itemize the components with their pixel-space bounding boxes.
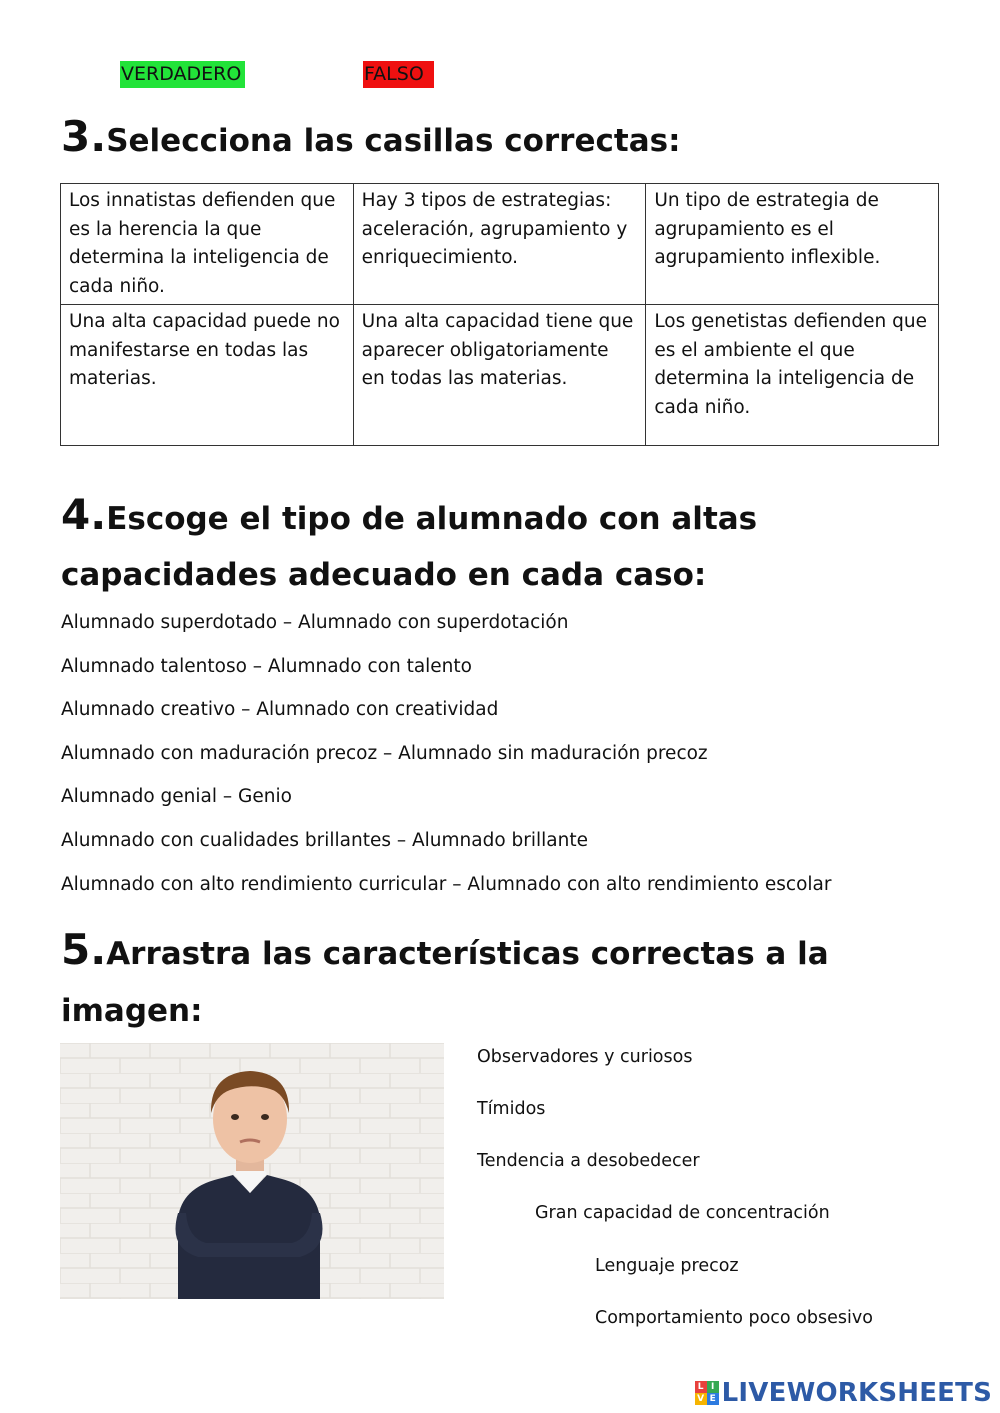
section-4-heading	[61, 488, 941, 604]
logo-letter: L	[695, 1381, 707, 1393]
true-false-table	[60, 183, 939, 446]
trait-option[interactable]: Tímidos	[477, 1099, 546, 1119]
trait-option[interactable]: Comportamiento poco obsesivo	[595, 1308, 873, 1328]
trait-option[interactable]: Observadores y curiosos	[477, 1047, 693, 1067]
list-item[interactable]: Alumnado talentoso – Alumnado con talento	[61, 655, 472, 677]
statement-cell[interactable]: Los genetistas defienden que es el ambiente el que determina la inteligencia de cada niño.	[646, 305, 939, 446]
boy-photo[interactable]	[60, 1043, 444, 1299]
liveworksheets-brand	[695, 1376, 992, 1410]
statement-cell[interactable]: Una alta capacidad tiene que aparecer obligatoriamente en todas las materias.	[353, 305, 646, 446]
section-3-number: 3.	[61, 112, 107, 161]
section-5-title: Arrastra las características correctas a la imagen:	[61, 936, 829, 1029]
table-row	[61, 305, 939, 446]
list-item[interactable]: Alumnado con alto rendimiento curricular – Alumnado con alto rendimiento escolar	[61, 873, 832, 895]
logo-letter: V	[695, 1393, 707, 1405]
statement-cell[interactable]: Un tipo de estrategia de agrupamiento es el agrupamiento inflexible.	[646, 184, 939, 305]
liveworksheets-logo-icon	[695, 1381, 719, 1405]
student-type-list	[61, 608, 831, 913]
logo-letter: I	[707, 1381, 719, 1393]
list-item[interactable]: Alumnado superdotado – Alumnado con superdotación	[61, 612, 569, 633]
list-item[interactable]: Alumnado creativo – Alumnado con creatividad	[61, 699, 499, 721]
trait-option[interactable]: Gran capacidad de concentración	[535, 1203, 830, 1223]
statement-cell[interactable]: Hay 3 tipos de estrategias: aceleración, agrupamiento y enriquecimiento.	[353, 184, 646, 305]
section-3-heading	[61, 112, 680, 161]
section-5-number: 5.	[61, 925, 107, 974]
trait-option[interactable]: Lenguaje precoz	[595, 1256, 739, 1276]
logo-letter: E	[707, 1393, 719, 1405]
true-label-chip: VERDADERO	[120, 61, 245, 88]
trait-option[interactable]: Tendencia a desobedecer	[477, 1151, 700, 1171]
statement-cell[interactable]: Los innatistas defienden que es la herencia la que determina la inteligencia de cada niño.	[61, 184, 354, 305]
statement-cell[interactable]: Una alta capacidad puede no manifestarse en todas las materias.	[61, 305, 354, 446]
false-label-chip: FALSO	[363, 61, 434, 88]
list-item[interactable]: Alumnado con cualidades brillantes – Alumnado brillante	[61, 829, 589, 851]
list-item[interactable]: Alumnado genial – Genio	[61, 786, 292, 808]
section-5-heading	[61, 922, 941, 1041]
table-row	[61, 184, 939, 305]
section-3-title: Selecciona las casillas correctas:	[106, 123, 681, 159]
section-4-number: 4.	[61, 490, 107, 539]
list-item[interactable]: Alumnado con maduración precoz – Alumnado sin maduración precoz	[61, 742, 708, 764]
boy-illustration	[60, 1043, 444, 1299]
section-4-title: Escoge el tipo de alumnado con altas capacidades adecuado en cada caso:	[61, 501, 758, 593]
brand-name: LIVEWORKSHEETS	[721, 1378, 992, 1408]
